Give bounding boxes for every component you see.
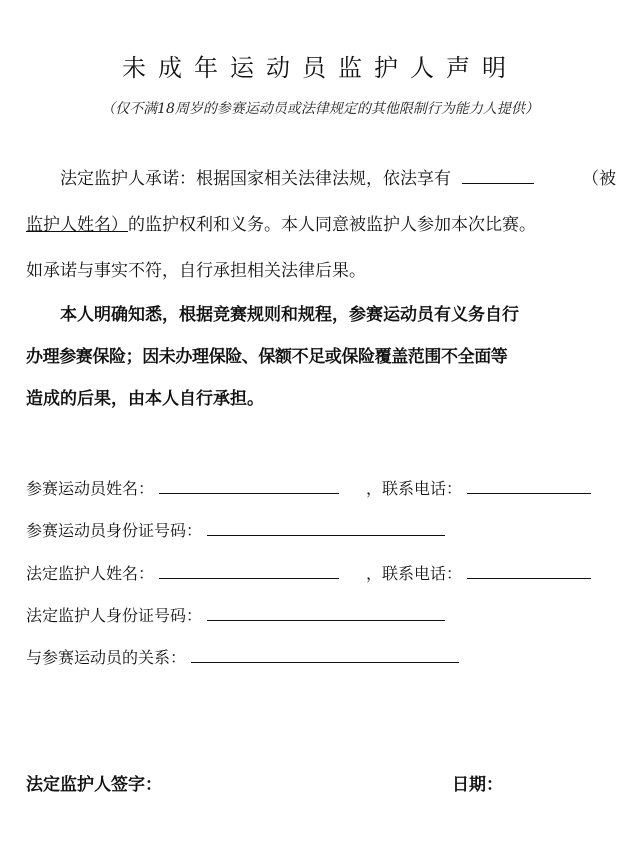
guardian-name-row	[26, 561, 339, 584]
pledge-line-1	[26, 164, 616, 194]
insurance-text-2: 办理参赛保险；因未办理保险、保额不足或保险覆盖范围不全面等	[26, 347, 508, 367]
guardian-signature-label[interactable]: 法定监护人签字：	[26, 775, 162, 795]
guardian-name-input[interactable]	[159, 562, 339, 579]
guardian-phone-row	[366, 561, 591, 584]
relationship-row	[26, 645, 459, 668]
guardian-id-row	[26, 603, 445, 626]
ward-name-blank[interactable]	[462, 165, 534, 184]
pledge-text-1a: 法定监护人承诺：根据国家相关法律法规，依法享有	[60, 169, 451, 189]
insurance-line-1	[26, 300, 616, 330]
pledge-text-2b: 的监护权利和义务。本人同意被监护人参加本次比赛。	[128, 215, 536, 235]
date-label[interactable]: 日期：	[452, 775, 503, 795]
relationship-label: 与参赛运动员的关系：	[26, 648, 187, 667]
athlete-name-label: 参赛运动员姓名：	[26, 479, 155, 498]
insurance-line-2	[26, 342, 616, 372]
pledge-text-1b: （被	[582, 169, 616, 189]
athlete-phone-label: ，联系电话：	[366, 479, 463, 498]
athlete-name-row	[26, 476, 339, 499]
pledge-line-2	[26, 210, 616, 240]
athlete-phone-row	[366, 476, 591, 499]
athlete-id-row	[26, 518, 445, 541]
athlete-id-label: 参赛运动员身份证号码：	[26, 521, 203, 540]
guardian-phone-label: ，联系电话：	[366, 564, 463, 583]
insurance-text-3: 造成的后果，由本人自行承担。	[26, 389, 264, 409]
pledge-text-2a: 监护人姓名）	[26, 215, 128, 235]
guardian-id-input[interactable]	[207, 604, 445, 621]
relationship-input[interactable]	[191, 646, 459, 663]
guardian-id-label: 法定监护人身份证号码：	[26, 606, 203, 625]
athlete-phone-input[interactable]	[467, 477, 591, 494]
document-subtitle: （仅不满18周岁的参赛运动员或法律规定的其他限制行为能力人提供）	[101, 101, 539, 117]
insurance-line-3	[26, 384, 616, 414]
pledge-line-3	[26, 256, 616, 286]
athlete-id-input[interactable]	[207, 519, 445, 536]
document-title: 未成年运动员监护人声明	[122, 54, 518, 82]
pledge-text-3: 如承诺与事实不符，自行承担相关法律后果。	[26, 261, 366, 281]
athlete-name-input[interactable]	[159, 477, 339, 494]
guardian-name-label: 法定监护人姓名：	[26, 564, 155, 583]
guardian-phone-input[interactable]	[467, 562, 591, 579]
insurance-text-1: 本人明确知悉，根据竞赛规则和规程，参赛运动员有义务自行	[60, 305, 519, 325]
